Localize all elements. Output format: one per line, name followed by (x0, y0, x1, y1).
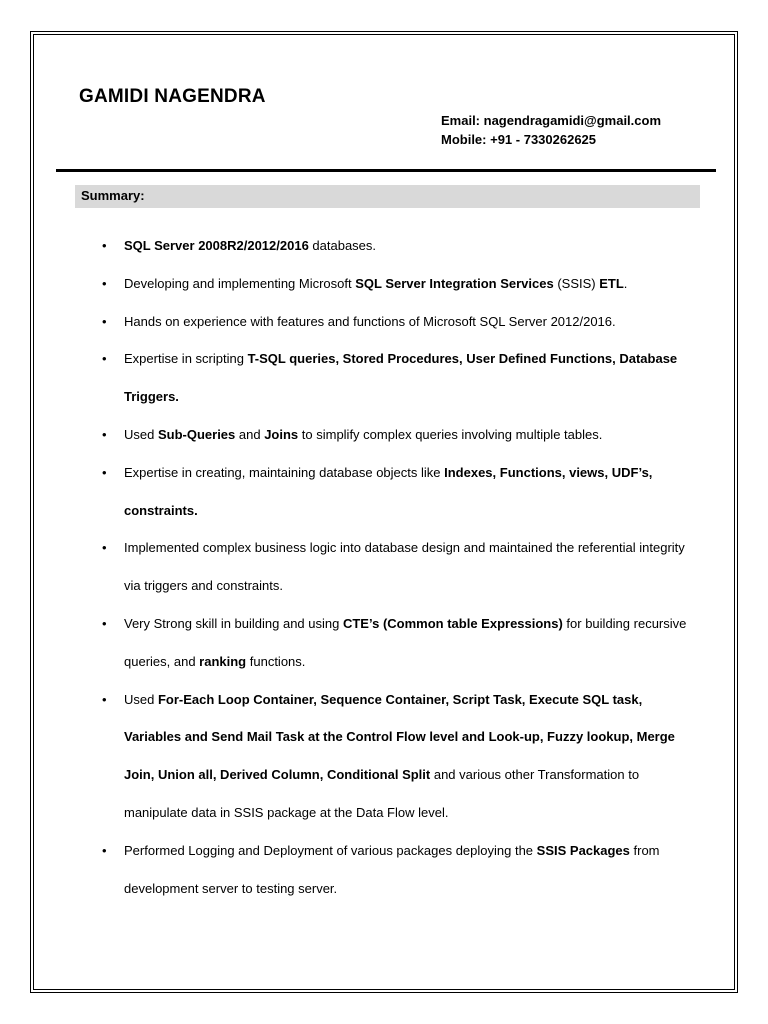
text: . (623, 275, 628, 291)
bold-text: Sub-Queries (157, 426, 236, 442)
bold-text: Indexes, Functions, views, UDF’s, constraints. (124, 464, 653, 518)
summary-heading-bar (75, 185, 700, 208)
text: to simplify complex queries involving multiple tables. (298, 426, 603, 442)
bullet-icon: • (102, 842, 107, 858)
text: Performed Logging and Deployment of various packages deploying the (124, 842, 537, 858)
text: databases. (308, 238, 377, 253)
candidate-name: GAMIDI NAGENDRA (79, 86, 266, 107)
bullet-icon: • (102, 615, 107, 631)
list-item (100, 340, 700, 416)
text: Implemented complex business logic into database design and maintained the referential integrity via triggers and constraints. (124, 540, 685, 594)
list-item (100, 454, 700, 530)
summary-heading: Summary: (81, 188, 145, 203)
bullet-icon: • (102, 540, 107, 556)
list-item (100, 303, 700, 341)
email-line: Email: nagendragamidi@gmail.com (441, 113, 662, 128)
bullet-icon: • (102, 464, 107, 480)
text: and various other Transformation to manipulate data in SSIS package at the Data Flow level. (124, 767, 640, 820)
bold-text: T-SQL queries, Stored Procedures, User Defined Functions, Database Triggers. (124, 351, 678, 405)
list-item (100, 529, 700, 605)
list-item (100, 416, 700, 454)
text: (SSIS) (553, 275, 600, 291)
bullet-icon: • (102, 238, 107, 253)
text: from development server to testing server. (124, 842, 660, 896)
bold-text: For-Each Loop Container, Sequence Container, Script Task, Execute SQL task, Variables and Send Mail Task at the Control Flow level and Look-up, Fuzzy lookup, Merge Join, Union all, Derived Column, Conditional Split (124, 691, 675, 783)
text: Expertise in creating, maintaining database objects like (124, 464, 445, 480)
bold-text: SQL Server Integration Services (355, 275, 554, 291)
list-item (100, 265, 700, 303)
list-item (100, 605, 700, 681)
contact-block (441, 111, 661, 149)
text: Used (124, 691, 158, 707)
list-item (100, 832, 700, 908)
text: Hands on experience with features and functions of Microsoft SQL Server 2012/2016. (124, 313, 616, 329)
bold-text: ranking (199, 653, 247, 669)
bullet-icon: • (102, 426, 107, 442)
bullet-icon: • (102, 275, 107, 291)
summary-list (100, 227, 700, 907)
text: Developing and implementing Microsoft (124, 275, 356, 291)
text: Very Strong skill in building and using (124, 615, 343, 631)
text: and (235, 426, 265, 442)
list-item (100, 227, 700, 265)
text: Used (124, 426, 158, 442)
list-item (100, 681, 700, 832)
bold-text: SQL Server 2008R2/2012/2016 (124, 238, 309, 253)
bold-text: CTE’s (Common table Expressions) (342, 615, 563, 631)
bullet-icon: • (102, 313, 107, 329)
text: Expertise in scripting (124, 351, 248, 367)
bullet-icon: • (102, 351, 107, 367)
bullet-icon: • (102, 691, 107, 707)
header-divider (56, 169, 716, 172)
bold-text: ETL (599, 275, 624, 291)
mobile-line: Mobile: +91 - 7330262625 (441, 132, 597, 147)
bold-text: Joins (264, 426, 299, 442)
text: functions. (246, 653, 306, 669)
bold-text: SSIS Packages (536, 842, 630, 858)
text: for building recursive queries, and (124, 615, 687, 669)
